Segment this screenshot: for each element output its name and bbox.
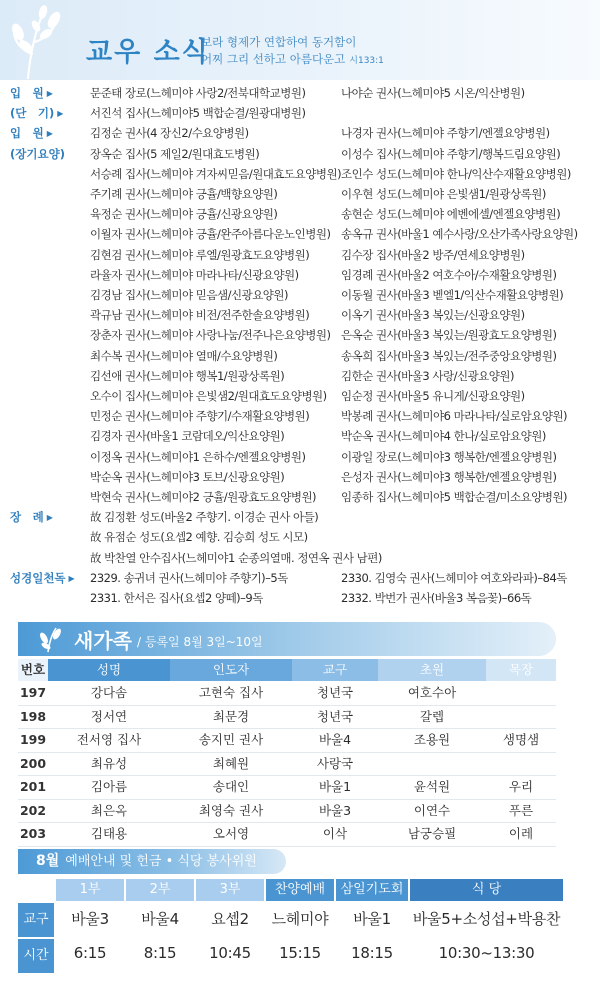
table-cell: 청년국 [316, 685, 354, 700]
column-header: 1부 [56, 879, 124, 901]
news-entry: 김경자 권사(바울1 코람데오/익산요양원) [90, 429, 285, 444]
schedule-month: 8월 [36, 853, 60, 869]
news-entry: 민정순 권사(느헤미야 주향기/수재활요양병원) [90, 409, 310, 424]
table-cell: 송대인 [212, 779, 250, 794]
table-cell: 사랑국 [316, 755, 354, 771]
table-row [18, 682, 556, 704]
news-entry: 라율자 권사(느헤미야 마라나타/신광요양원) [90, 267, 299, 282]
news-entry: 송현순 성도(느헤미야 에벤에셀/엔젤요양병원) [341, 207, 561, 222]
column-header: 찬양예배 [266, 879, 334, 901]
news-row [0, 548, 600, 568]
table-cell: 최문경 [212, 708, 250, 724]
arrow-right-icon: ▶ [46, 89, 53, 98]
table-cell: 송지민 권사 [198, 732, 264, 747]
table-cell: 최혜원 [212, 755, 250, 771]
news-entry: 장옥순 집사(5 제일2/원대효도병원) [90, 146, 260, 161]
table-cell: 최영숙 권사 [198, 802, 264, 818]
news-row [0, 568, 600, 588]
news-row [0, 103, 600, 123]
news-row [0, 224, 600, 244]
news-row [0, 588, 600, 608]
column-header: 3부 [196, 879, 264, 901]
news-row [0, 285, 600, 305]
table-cell: 이연수 [413, 802, 451, 818]
news-entry: 이우현 성도(느헤미야 은빛샘1/원광상록원) [341, 187, 546, 201]
column-header: 2부 [126, 879, 194, 901]
news-row [0, 447, 600, 467]
table-cell: 202 [19, 802, 47, 818]
news-category: 입 원 ▶ [10, 126, 53, 141]
arrow-right-icon: ▶ [46, 129, 53, 139]
news-entry: 송옥규 권사(바울1 예수사랑/오산가족사랑요양원) [341, 227, 578, 242]
arrow-right-icon: ▶ [57, 109, 64, 119]
time-cell: 15:15 [279, 944, 321, 962]
parish-cell: 바울5+소성섭+박용찬 [412, 910, 561, 928]
news-row [0, 406, 600, 426]
table-cell: 강다솜 [90, 685, 128, 700]
news-row [0, 467, 600, 487]
scripture-verse [201, 34, 384, 70]
news-entry: 조인수 성도(느헤미야 한나/익산수재활요양병원) [341, 166, 571, 181]
row-label: 교구 [18, 903, 54, 937]
header-banner [0, 0, 600, 80]
news-entry: 오수이 집사(느헤미야 은빛샘2/원대효도요양병원) [90, 389, 327, 403]
table-cell: 윤석원 [413, 779, 451, 794]
parish-cell: 느헤미야 [271, 910, 329, 928]
column-header: 인도자 [170, 659, 292, 681]
table-cell: 조용원 [413, 732, 451, 747]
table-cell: 이삭 [322, 826, 348, 841]
table-cell: 197 [19, 685, 47, 700]
news-row [0, 204, 600, 224]
news-entry: 임순정 권사(바울5 유니게/신광요양원) [341, 389, 525, 403]
news-entry: 박순옥 권사(느헤미야4 한나/실로암요양원) [341, 429, 546, 444]
news-row [0, 366, 600, 386]
news-entry: 이정옥 권사(느헤미야1 은하수/엔젤요양병원) [90, 449, 306, 464]
news-entry: 故 유점순 성도(요셉2 예향. 김승희 성도 시모) [90, 530, 308, 545]
news-entry: 2329. 송귀녀 권사(느헤미야 주향기)–5독 [90, 570, 288, 585]
table-cell: 여호수아 [407, 685, 457, 700]
news-entry: 이성수 집사(느헤미야 주향기/행복드림요양원) [341, 146, 561, 161]
news-row [0, 144, 600, 164]
table-row [18, 776, 556, 798]
news-row [0, 426, 600, 446]
table-cell: 바울4 [318, 732, 352, 747]
leaf-branch-icon [8, 4, 78, 80]
row-divider [18, 846, 556, 847]
news-entry: 박순옥 권사(느헤미야3 토브/신광요양원) [90, 469, 285, 484]
column-header: 삼일기도회 [336, 879, 408, 901]
schedule-title: 예배안내 및 헌금 • 식당 봉사위원 [65, 854, 257, 869]
new-family-title: 새가족 [74, 629, 132, 653]
leaf-icon [36, 624, 66, 654]
column-header: 번호 [18, 659, 48, 681]
column-header: 초원 [378, 659, 486, 681]
table-cell: 김태용 [90, 826, 128, 841]
table-cell: 전서영 집사 [76, 732, 142, 747]
page-title: 교우 소식 [86, 37, 210, 68]
news-entry: 김수장 집사(바울2 방주/연세요양병원) [341, 247, 525, 262]
time-cell: 10:45 [209, 944, 251, 962]
news-category: (장기요양) [10, 146, 65, 161]
table-cell: 200 [19, 755, 47, 771]
table-cell: 203 [19, 826, 47, 841]
table-cell: 고현숙 집사 [198, 685, 264, 700]
news-category: 성경일천독 ▶ [10, 570, 75, 585]
news-entry: 은성자 권사(느헤미야3 행복한/엔젤요양병원) [341, 469, 557, 484]
row-label: 시간 [18, 939, 54, 973]
table-cell: 우리 [508, 779, 534, 794]
news-entry: 은옥순 권사(바울3 복있는/원광효도요양병원) [341, 328, 557, 343]
news-row [0, 164, 600, 184]
table-cell: 이레 [508, 826, 534, 841]
news-row [0, 265, 600, 285]
news-entry: 서진석 집사(느헤미야5 백합순결/원광대병원) [90, 106, 306, 121]
news-entry: 최수복 권사(느헤미야 열매/수요양병원) [90, 348, 278, 363]
table-row [18, 706, 556, 728]
news-entry: 2330. 김영숙 권사(느헤미야 여호와라파)–84독 [341, 570, 567, 585]
news-row [0, 386, 600, 406]
column-header: 교구 [292, 659, 378, 681]
news-row [0, 123, 600, 143]
news-entry: 육정순 권사(느헤미야 긍휼/신광요양원) [90, 207, 278, 222]
news-category: 입 원 ▶ [10, 86, 53, 100]
table-cell: 198 [19, 708, 47, 724]
news-entry: 이옥기 권사(바울3 복있는/신광요양원) [341, 308, 525, 323]
new-family-date-range: / 등록일 8월 3일~10일 [137, 635, 263, 649]
news-entry: 故 김정환 성도(바울2 주향기. 이경순 권사 아들) [90, 510, 319, 525]
arrow-right-icon: ▶ [68, 573, 75, 583]
table-cell: 갈렙 [419, 708, 445, 724]
news-entry: 이동월 권사(바울3 벧엘1/익산수재활요양병원) [341, 288, 564, 302]
time-cell: 8:15 [143, 944, 177, 962]
new-family-header-row [18, 659, 556, 681]
news-row [0, 83, 600, 103]
parish-cell: 바울3 [71, 910, 109, 928]
news-row [0, 184, 600, 204]
time-cell: 6:15 [73, 944, 107, 962]
table-cell: 바울1 [318, 779, 352, 794]
table-cell: 오서영 [212, 826, 250, 841]
news-entry: 나야순 권사(느헤미야5 시온/익산병원) [341, 86, 525, 100]
news-row [0, 305, 600, 325]
news-row [0, 245, 600, 265]
time-cell: 18:15 [351, 944, 393, 962]
arrow-right-icon: ▶ [46, 513, 53, 523]
table-cell: 201 [19, 779, 47, 794]
news-row [0, 325, 600, 345]
table-row [18, 823, 556, 845]
parish-cell: 바울4 [141, 910, 179, 928]
column-header: 식 당 [410, 879, 563, 901]
august-schedule-banner [18, 849, 286, 874]
news-entry: 故 박찬열 안수집사(느헤미야1 순종의열매. 정연옥 권사 남편) [90, 550, 382, 565]
news-entry: 이월자 권사(느헤미야 긍휼/완주아름다운노인병원) [90, 227, 331, 242]
verse-reference: 시133:1 [349, 56, 384, 66]
news-entry: 문준태 장로(느헤미야 사랑2/전북대학교병원) [90, 86, 306, 100]
parish-cell: 요셉2 [211, 910, 249, 928]
table-cell: 남궁승필 [407, 826, 457, 841]
table-cell: 생명샘 [502, 732, 540, 747]
news-entry: 김경남 집사(느헤미야 믿음샘/신광요양원) [90, 288, 289, 302]
news-entry: 김정순 권사(4 장신2/수요양병원) [90, 126, 249, 141]
time-cell: 10:30~13:30 [438, 944, 535, 962]
table-cell: 청년국 [316, 708, 354, 724]
table-row [18, 729, 556, 751]
table-cell: 정서연 [90, 708, 128, 724]
news-entry: 곽규남 권사(느헤미야 비전/전주한솔요양병원) [90, 308, 310, 323]
news-category: 장 례 ▶ [10, 510, 53, 525]
verse-line-1: 보라 형제가 연합하여 동거함이 [201, 35, 357, 49]
news-entry: 박봉례 권사(느헤미야6 마라나타/실로암요양원) [341, 409, 568, 424]
new-family-banner [18, 622, 556, 656]
column-header: 성명 [48, 659, 170, 681]
news-entry: 2332. 박번가 권사(바울3 복음꽃)–66독 [341, 591, 532, 605]
news-entry: 김현검 권사(느헤미야 루엘/원광효도요양병원) [90, 247, 310, 262]
news-entry: 박현숙 권사(느헤미야2 긍휼/원광효도요양병원) [90, 490, 317, 504]
news-entry: 송옥희 집사(바울3 복있는/전주중앙요양병원) [341, 348, 557, 363]
table-row [18, 753, 556, 775]
news-entry: 장춘자 권사(느헤미야 사랑나눔/전주나은요양병원) [90, 328, 331, 343]
news-entry: 김한순 권사(바울3 사랑/신광요양원) [341, 368, 514, 383]
news-row [0, 346, 600, 366]
table-cell: 김아름 [90, 779, 128, 794]
verse-line-2: 어찌 그리 선하고 아름다운고 [201, 52, 346, 66]
news-entry: 임종하 집사(느헤미야5 백합순결/미소요양병원) [341, 490, 568, 504]
parish-cell: 바울1 [353, 910, 391, 928]
table-cell: 바울3 [318, 802, 352, 818]
news-entry: 나경자 권사(느헤미야 주향기/엔젤요양병원) [341, 126, 550, 141]
table-row [18, 800, 556, 822]
table-cell: 푸른 [508, 802, 534, 818]
table-cell: 최유성 [90, 755, 128, 771]
table-cell: 199 [19, 732, 47, 747]
news-row [0, 527, 600, 547]
news-category: (단 기) ▶ [10, 106, 64, 121]
news-entry: 임경례 권사(바울2 여호수아/수재활요양병원) [341, 267, 557, 282]
news-entry: 2331. 한서은 집사(요셉2 양떼)–9독 [90, 591, 263, 605]
news-entry: 이광일 장로(느헤미야3 행복한/엔젤요양병원) [341, 449, 557, 464]
news-row [0, 487, 600, 507]
news-row [0, 507, 600, 527]
news-entry: 주기례 권사(느헤미야 긍휼/백향요양원) [90, 187, 278, 201]
news-entry: 서승례 집사(느헤미야 겨자씨믿음/원대효도요양병원) [90, 166, 342, 181]
column-header: 목장 [486, 659, 556, 681]
news-entry: 김선애 권사(느헤미야 행복1/원광상록원) [90, 368, 285, 383]
table-cell: 최은옥 [90, 802, 128, 818]
